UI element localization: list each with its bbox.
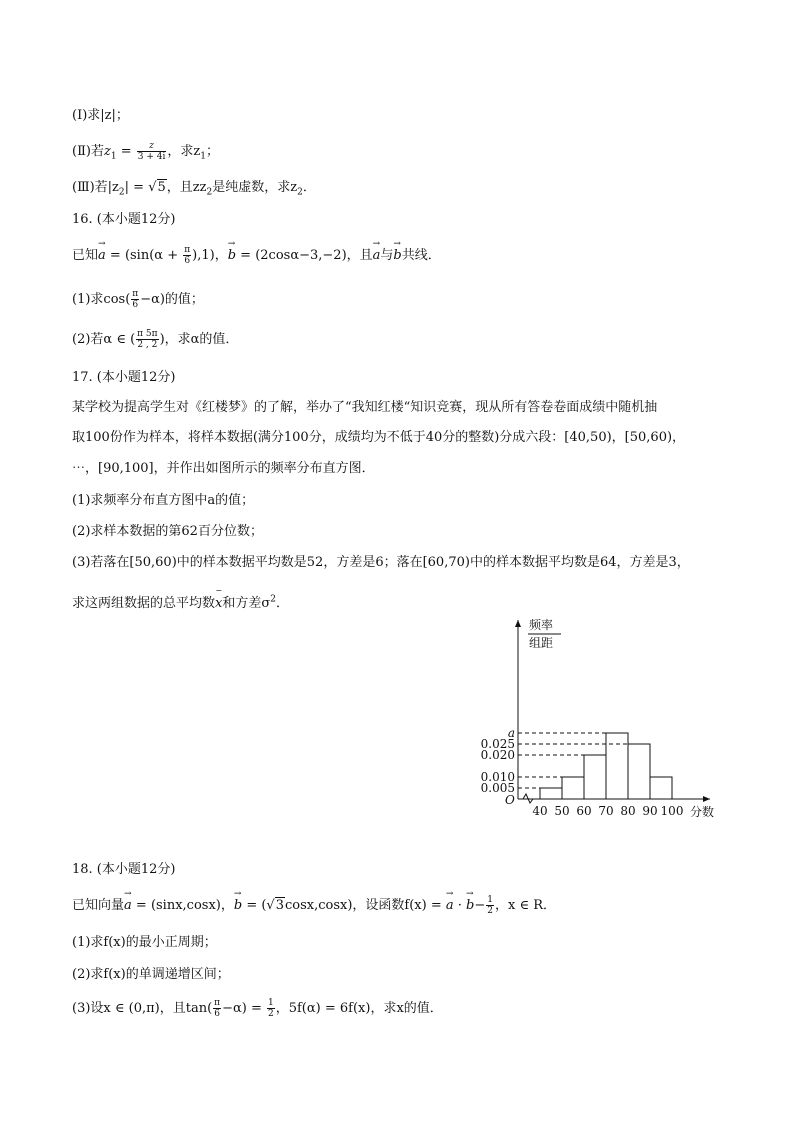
histogram-bar: [584, 755, 606, 799]
y-tick-label: 0.025: [480, 737, 515, 751]
histogram-bar: [650, 777, 672, 799]
x-tick-label: 50: [554, 804, 570, 818]
histogram-dashed-guides: [518, 733, 628, 788]
q17-stem-line2: 取100份作为样本，将样本数据(满分100分，成绩均为不低于40分的整数)分成六段：[40,50)，[50,60)，: [72, 430, 686, 445]
frequency-histogram: [478, 612, 728, 822]
x-tick-label: 100: [660, 804, 684, 818]
q17-part2: (2)求样本数据的第62百分位数；: [72, 524, 263, 539]
q15-part3: (Ⅲ)若$|z_2| = √5$，且$zz_2$是纯虚数，求$z_2$．: [72, 180, 316, 198]
x-tick-label: 90: [642, 804, 658, 818]
y-tick-label: 0.020: [480, 748, 515, 762]
x-tick-label: 70: [598, 804, 614, 818]
x-tick-label: 80: [620, 804, 636, 818]
q16-part1: (1)求cos( $\frac{\pi}{6}$ −α)的值；: [72, 289, 204, 310]
q17-header: 17. (本小题12分): [72, 370, 176, 385]
histogram-bar: [562, 777, 584, 799]
q17-stem-line3: ⋯，[90,100]，并作出如图所示的频率分布直方图．: [72, 461, 375, 476]
histogram-labels: [481, 617, 714, 819]
q17-part1: (1)求频率分布直方图中a的值；: [72, 493, 255, 508]
q18-part3: (3)设x ∈ (0,π)，且tan( $\frac{\pi}{6}$ −α) = $\frac{1}{2}$ ，5f(α) = 6f(x)，求x的值．: [72, 998, 443, 1019]
q18-part2: (2)求f(x)的单调递增区间；: [72, 967, 230, 982]
ylabel-bottom: 组距: [529, 636, 554, 650]
q18-header: 18. (本小题12分): [72, 862, 176, 877]
xlabel: 分数: [690, 805, 715, 819]
y-tick-label: 0.010: [480, 770, 515, 784]
ylabel-top: 频率: [529, 618, 554, 632]
q18-stem: 已知向量→ a = (sinx,cosx)，→ b = (√3cosx,cosx)，设函数f(x) = → a · → b− $\frac{1}{2}$ ，x ∈ R．: [72, 894, 556, 916]
x-tick-label: 60: [576, 804, 592, 818]
histogram-bar: [628, 744, 650, 799]
q17-stem-line1: 某学校为提高学生对《红楼梦》的了解，举办了“我知红楼“知识竞赛，现从所有答卷卷面成绩中随机抽: [72, 400, 658, 415]
x-tick-label: 40: [532, 804, 548, 818]
q16-stem: 已知→ a = (sin(α + $\frac{\pi}{6}$ ),1)，→ b = (2cosα−3,−2)，且→ a与→ b共线．: [72, 244, 441, 266]
x-axis-arrow: [703, 796, 710, 802]
q16-header: 16. (本小题12分): [72, 212, 176, 227]
q17-part3-line2: 求这两组数据的总平均数‒ x和方差$\sigma^2$．: [72, 592, 289, 611]
q15-part2: (Ⅱ)若$z_1$ = $\frac{z}{3 + 4i}$ ，求$z_1$；: [72, 141, 219, 162]
y-tick-label: 0.005: [480, 781, 515, 795]
y-axis-arrow: [515, 620, 521, 627]
q18-part1: (1)求f(x)的最小正周期；: [72, 935, 217, 950]
histogram-bars: [540, 733, 672, 799]
q16-part2: (2)若α ∈ ( $\frac{\pi 5\pi}{2 , 2}$ )，求α的值．: [72, 329, 239, 350]
histogram-bar: [540, 788, 562, 799]
q17-part3-line1: (3)若落在[50,60)中的样本数据平均数是52，方差是6；落在[60,70)中的样本数据平均数是64，方差是3，: [72, 555, 690, 570]
origin-label: O: [505, 793, 515, 807]
fraction: $\frac{z}{3 + 4i}$: [137, 141, 166, 162]
histogram-bar: [606, 733, 628, 799]
q15-part1: (Ⅰ)求|z|；: [72, 108, 129, 123]
y-tick-label: a: [507, 726, 515, 740]
